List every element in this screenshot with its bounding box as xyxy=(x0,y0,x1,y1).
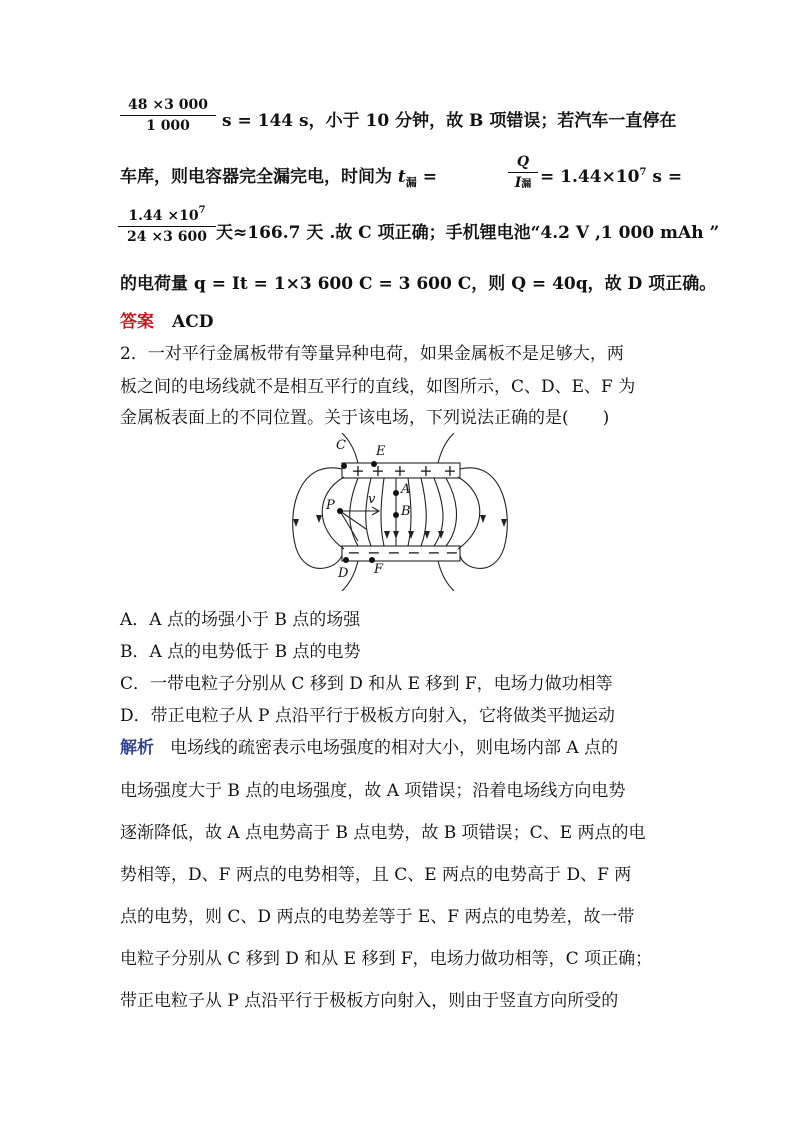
arrowhead xyxy=(424,531,430,539)
fraction-numerator: Q xyxy=(516,154,530,170)
minus-sign: − xyxy=(347,543,361,562)
I-variable: I xyxy=(514,175,522,191)
electric-field-figure xyxy=(288,433,512,591)
field-line-inner-1 xyxy=(350,478,358,546)
field-line-inner-3 xyxy=(381,478,384,546)
calc-line-3-text: 天≈166.7 天 .故 C 项正确；手机锂电池“4.2 V ,1 000 mAh ” xyxy=(216,223,720,243)
fraction-denominator: 1 000 xyxy=(146,118,190,134)
plus-sign: + xyxy=(371,461,385,480)
analysis-line-6: 电粒子分别从 C 移到 D 和从 E 移到 F，电场力做功相等，C 项正确； xyxy=(120,949,653,969)
field-line-bottom-right xyxy=(438,561,454,591)
label-D: D xyxy=(338,566,349,581)
analysis-line-2: 电场强度大于 B 点的电场强度，故 A 项错误；沿着电场线方向电势 xyxy=(120,781,626,801)
arrowhead xyxy=(316,515,322,523)
field-line-inner-6 xyxy=(421,478,426,546)
fraction-bar xyxy=(120,115,216,116)
answer-label: 答案 xyxy=(120,312,154,332)
fraction-numerator: 48 ×3 000 xyxy=(128,97,208,113)
analysis-text: 电场线的疏密表示电场强度的相对大小，则电场内部 A 点的 xyxy=(170,738,619,758)
arrowhead xyxy=(501,519,507,527)
fraction-denominator: 24 ×3 600 xyxy=(127,229,207,245)
label-F: F xyxy=(374,562,384,577)
point-P xyxy=(337,508,343,514)
analysis-line-4: 势相等，D、F 两点的电势相等，且 C、E 两点的电势高于 D、F 两 xyxy=(120,865,632,885)
label-A: A xyxy=(401,482,411,497)
arrowhead xyxy=(408,531,414,539)
result-value: = 1.44×10 xyxy=(540,167,640,187)
minus-sign: − xyxy=(387,543,401,562)
field-line-inner-2 xyxy=(366,478,371,546)
fraction-bar xyxy=(118,226,216,227)
analysis-line-7: 带正电粒子从 P 点沿平行于极板方向射入，则由于竖直方向所受的 xyxy=(120,991,619,1011)
fraction-Q-over-I xyxy=(508,154,538,191)
I-subscript: 漏 xyxy=(521,179,532,190)
analysis-label: 解析 xyxy=(120,738,154,758)
result-exponent: 7 xyxy=(639,167,647,178)
calc-line-3 xyxy=(216,222,719,244)
minus-sign: − xyxy=(445,543,459,562)
result-unit: s = xyxy=(646,167,683,187)
arrowhead xyxy=(293,519,299,527)
plus-sign: + xyxy=(443,461,457,480)
calc-line-1-text: s = 144 s，小于 10 分钟，故 B 项错误；若汽车一直停在 xyxy=(222,111,677,131)
analysis-line-5: 点的电势，则 C、D 两点的电势差等于 E、F 两点的电势差，故一带 xyxy=(120,907,635,927)
answer-row xyxy=(120,311,213,333)
fraction-48x3000-over-1000 xyxy=(120,97,216,134)
minus-sign: − xyxy=(427,543,441,562)
plus-sign: + xyxy=(393,461,407,480)
analysis-line-1 xyxy=(120,737,618,759)
fraction-bar xyxy=(508,172,538,173)
field-line-top-right xyxy=(438,433,454,463)
field-line-right-2 xyxy=(458,477,480,549)
field-line-inner-8 xyxy=(446,478,457,546)
label-E: E xyxy=(376,444,386,459)
arrowhead xyxy=(384,531,390,539)
arrow-p-down-2 xyxy=(340,511,358,541)
calc-line-2-pre: 车库，则电容器完全漏完电，时间为 xyxy=(120,167,398,187)
option-b: B．A 点的电势低于 B 点的电势 xyxy=(120,642,361,662)
option-d: D．带正电粒子从 P 点沿平行于极板方向射入，它将做类平抛运动 xyxy=(120,706,615,726)
label-P: P xyxy=(326,498,335,513)
fraction-numerator-exponent: 7 xyxy=(198,205,206,216)
arrowhead xyxy=(393,531,399,539)
t-subscript: 漏 xyxy=(405,176,417,189)
question-line-2: 板之间的电场线就不是相互平行的直线，如图所示，C、D、E、F 为 xyxy=(120,377,636,397)
calc-line-2 xyxy=(120,166,437,190)
label-C: C xyxy=(336,438,346,453)
calc-line-4-text: 的电荷量 q = It = 1×3 600 C = 3 600 C，则 Q = 40q，故 D 项正确。 xyxy=(120,274,717,294)
fraction-numerator: 1.44 ×10 xyxy=(128,208,199,224)
option-a: A．A 点的场强小于 B 点的场强 xyxy=(120,610,361,630)
arrowhead xyxy=(480,515,486,523)
arrow-p-down-1 xyxy=(340,511,366,529)
calc-line-1 xyxy=(222,110,676,132)
minus-sign: − xyxy=(367,543,381,562)
option-c: C．一带电粒子分别从 C 移到 D 和从 E 移到 F，电场力做功相等 xyxy=(120,674,613,694)
plus-sign: + xyxy=(419,461,433,480)
label-B: B xyxy=(401,504,411,519)
question-line-1: 2．一对平行金属板带有等量异种电荷，如果金属板不是足够大，两 xyxy=(120,344,624,364)
calc-line-4 xyxy=(120,273,716,295)
point-C xyxy=(341,463,347,469)
t-variable: t xyxy=(397,167,406,187)
calc-line-2-result xyxy=(540,166,682,191)
question-line-3: 金属板表面上的不同位置。关于该电场，下列说法正确的是( ) xyxy=(120,408,610,428)
fraction-days xyxy=(118,205,216,245)
plus-sign: + xyxy=(351,461,365,480)
minus-sign: − xyxy=(407,543,421,562)
equals-sign: = xyxy=(416,167,437,187)
answer-value: ACD xyxy=(172,312,214,332)
label-v: v xyxy=(368,492,376,507)
analysis-line-3: 逐渐降低，故 A 点电势高于 B 点电势，故 B 项错误；C、E 两点的电 xyxy=(120,823,646,843)
point-A xyxy=(393,490,399,496)
point-B xyxy=(393,512,399,518)
